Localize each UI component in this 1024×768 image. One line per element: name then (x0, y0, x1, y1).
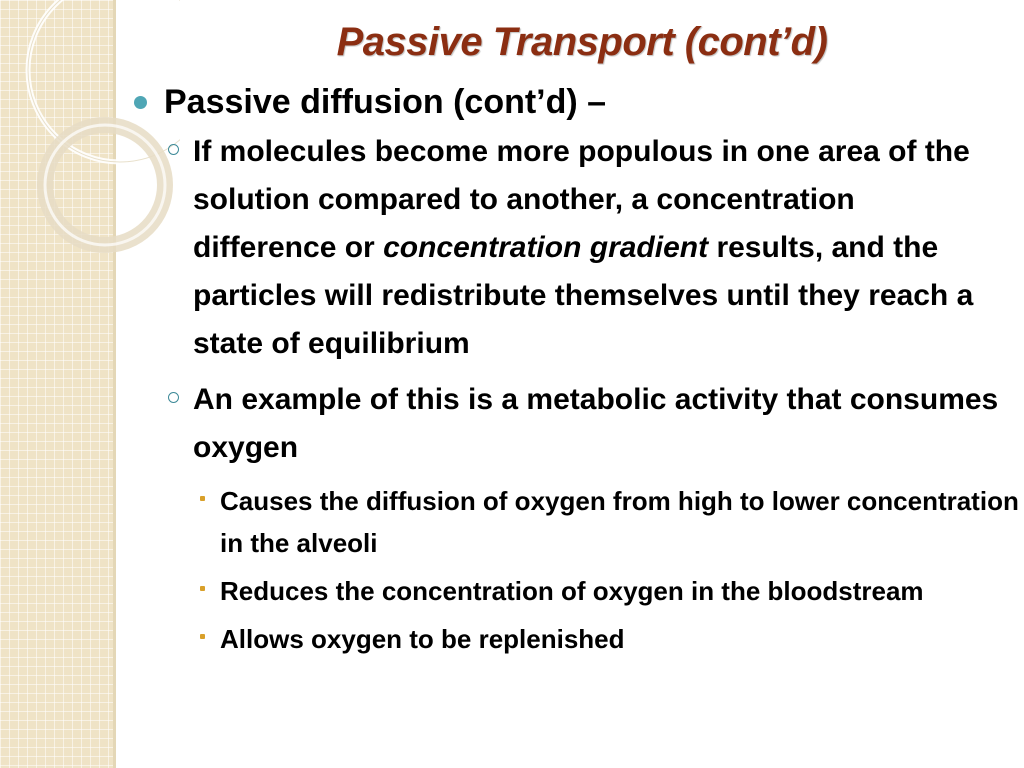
slide-content (128, 80, 1019, 666)
sub-bullet-1-text-a: If molecules become more populous in one area of the solution compared to another, a concentration difference or (193, 135, 970, 264)
sub-bullet-1 (128, 128, 1003, 368)
sub-bullet-1-text-b: results, and the particles will redistribute themselves until they reach a state of equilibrium (193, 231, 974, 360)
sub-bullet-2 (128, 376, 1003, 472)
bullet-ring-icon (168, 144, 179, 155)
bullet-square-icon (200, 496, 205, 501)
sub-sub-bullet-2 (128, 570, 1020, 612)
bullet-square-icon (200, 634, 205, 639)
main-bullet-text: Passive diffusion (cont’d) – (164, 83, 607, 121)
bullet-ring-icon (168, 392, 179, 403)
bullet-square-icon (200, 586, 205, 591)
sub-bullet-2-text: An example of this is a metabolic activity that consumes oxygen (193, 383, 999, 464)
slide-title: Passive Transport (cont’d) (336, 20, 828, 64)
sub-sub-bullet-1-text: Causes the diffusion of oxygen from high to lower concentration in the alveoli (220, 486, 1019, 558)
sub-sub-bullet-3 (128, 618, 1020, 660)
sub-sub-bullet-3-text: Allows oxygen to be replenished (220, 624, 625, 654)
sub-bullet-1-italic: concentration gradient (383, 231, 709, 264)
sub-sub-bullet-1 (128, 480, 1020, 564)
main-bullet (128, 80, 1008, 124)
sub-sub-bullet-2-text: Reduces the concentration of oxygen in the bloodstream (220, 576, 924, 606)
bullet-dot-icon (134, 96, 147, 109)
